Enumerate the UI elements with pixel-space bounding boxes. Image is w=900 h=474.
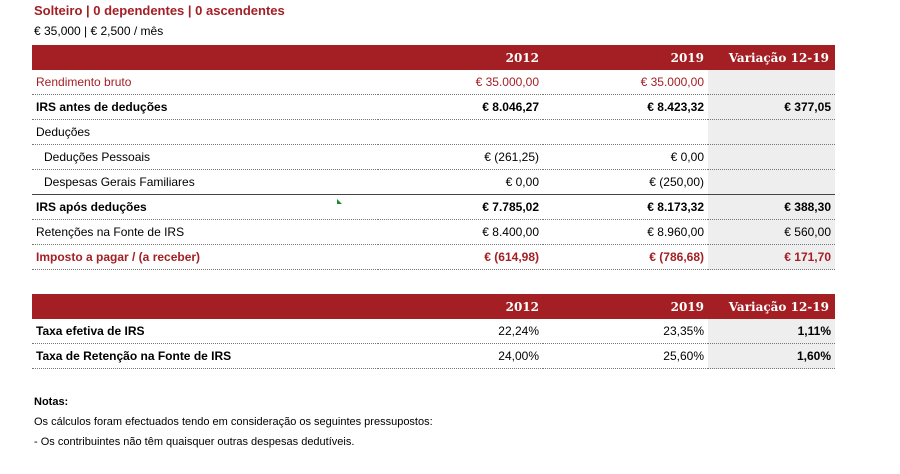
value-2019: € 8.423,32 bbox=[543, 95, 708, 120]
table-row bbox=[32, 145, 835, 170]
value-variation: € 560,00 bbox=[708, 220, 835, 245]
scenario-title: Solteiro | 0 dependentes | 0 ascendentes bbox=[34, 3, 285, 18]
value-2012 bbox=[378, 120, 543, 145]
value-variation: € 171,70 bbox=[708, 245, 835, 270]
header-label-cell bbox=[32, 45, 378, 70]
notes-heading: Notas: bbox=[34, 396, 69, 408]
value-2012: € 0,00 bbox=[378, 170, 543, 195]
row-label: Deduções bbox=[32, 120, 378, 145]
value-variation bbox=[708, 120, 835, 145]
value-2019: € (250,00) bbox=[543, 170, 708, 195]
value-variation bbox=[708, 170, 835, 195]
header-variation: Variação 12-19 bbox=[708, 294, 835, 319]
value-2019: € 0,00 bbox=[543, 145, 708, 170]
value-2012: 22,24% bbox=[378, 319, 543, 344]
value-2019: € 35.000,00 bbox=[543, 70, 708, 95]
header-2019: 2019 bbox=[543, 294, 708, 319]
header-variation: Variação 12-19 bbox=[708, 45, 835, 70]
value-2019: 23,35% bbox=[543, 319, 708, 344]
header-2012: 2012 bbox=[378, 45, 543, 70]
row-label: Rendimento bruto bbox=[32, 70, 378, 95]
value-2012: € 7.785,02 bbox=[378, 195, 543, 220]
tax-rate-table bbox=[32, 294, 835, 369]
income-subtitle: € 35,000 | € 2,500 / mês bbox=[34, 24, 164, 38]
value-2012: € 8.046,27 bbox=[378, 95, 543, 120]
notes-line: - Os contribuintes não têm quaisquer outras despesas dedutíveis. bbox=[34, 436, 355, 448]
value-variation: 1,11% bbox=[708, 319, 835, 344]
table-header-row bbox=[32, 45, 835, 70]
row-label: Taxa efetiva de IRS bbox=[32, 319, 378, 344]
value-variation bbox=[708, 145, 835, 170]
table-row bbox=[32, 220, 835, 245]
value-2012: € 8.400,00 bbox=[378, 220, 543, 245]
table-row bbox=[32, 170, 835, 195]
value-2019: € 8.960,00 bbox=[543, 220, 708, 245]
value-variation: 1,60% bbox=[708, 344, 835, 369]
table-row bbox=[32, 195, 835, 220]
header-label-cell bbox=[32, 294, 378, 319]
table-row bbox=[32, 70, 835, 95]
cell-comment-marker bbox=[337, 199, 342, 204]
value-2012: € (614,98) bbox=[378, 245, 543, 270]
table-row bbox=[32, 245, 835, 270]
value-variation bbox=[708, 70, 835, 95]
row-label: IRS antes de deduções bbox=[32, 95, 378, 120]
table-row bbox=[32, 95, 835, 120]
notes-line: Os cálculos foram efectuados tendo em consideração os seguintes pressupostos: bbox=[34, 416, 433, 428]
value-variation: € 388,30 bbox=[708, 195, 835, 220]
value-2019: € 8.173,32 bbox=[543, 195, 708, 220]
row-label: IRS após deduções bbox=[32, 195, 378, 220]
row-label: Taxa de Retenção na Fonte de IRS bbox=[32, 344, 378, 369]
row-label: Retenções na Fonte de IRS bbox=[32, 220, 378, 245]
value-2019: 25,60% bbox=[543, 344, 708, 369]
header-2019: 2019 bbox=[543, 45, 708, 70]
value-2012: € 35.000,00 bbox=[378, 70, 543, 95]
irs-comparison-table bbox=[32, 45, 835, 270]
value-2012: 24,00% bbox=[378, 344, 543, 369]
table-row bbox=[32, 319, 835, 344]
value-variation: € 377,05 bbox=[708, 95, 835, 120]
table-header-row bbox=[32, 294, 835, 319]
value-2019: € (786,68) bbox=[543, 245, 708, 270]
table-row bbox=[32, 120, 835, 145]
value-2012: € (261,25) bbox=[378, 145, 543, 170]
row-label: Deduções Pessoais bbox=[32, 145, 378, 170]
header-2012: 2012 bbox=[378, 294, 543, 319]
row-label: Despesas Gerais Familiares bbox=[32, 170, 378, 195]
table-row bbox=[32, 344, 835, 369]
row-label: Imposto a pagar / (a receber) bbox=[32, 245, 378, 270]
value-2019 bbox=[543, 120, 708, 145]
